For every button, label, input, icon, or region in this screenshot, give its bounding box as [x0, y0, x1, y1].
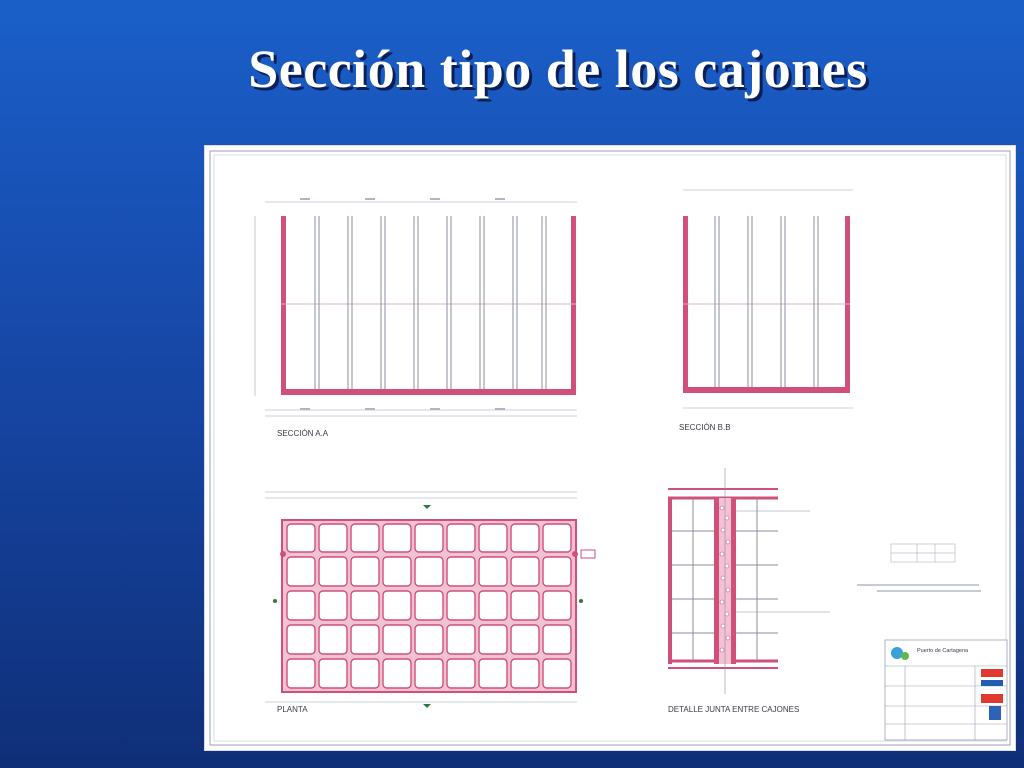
section-aa-view — [255, 198, 577, 416]
section-bb-view — [683, 190, 853, 408]
title-block-organization: Puerto de Cartagena — [917, 648, 969, 654]
plan-view — [265, 492, 595, 708]
joint-detail-label: DETALLE JUNTA ENTRE CAJONES — [668, 705, 800, 714]
joint-detail-view — [668, 468, 830, 694]
section-aa-label: SECCIÓN A.A — [277, 429, 329, 438]
technical-drawing — [205, 146, 1015, 750]
notes-table — [857, 544, 981, 592]
slide-title: Sección tipo de los cajones — [248, 39, 868, 99]
title-block — [885, 640, 1007, 740]
plan-label: PLANTA — [277, 705, 308, 714]
section-bb-label: SECCIÓN B.B — [679, 423, 731, 432]
drawing-canvas — [205, 146, 1015, 750]
